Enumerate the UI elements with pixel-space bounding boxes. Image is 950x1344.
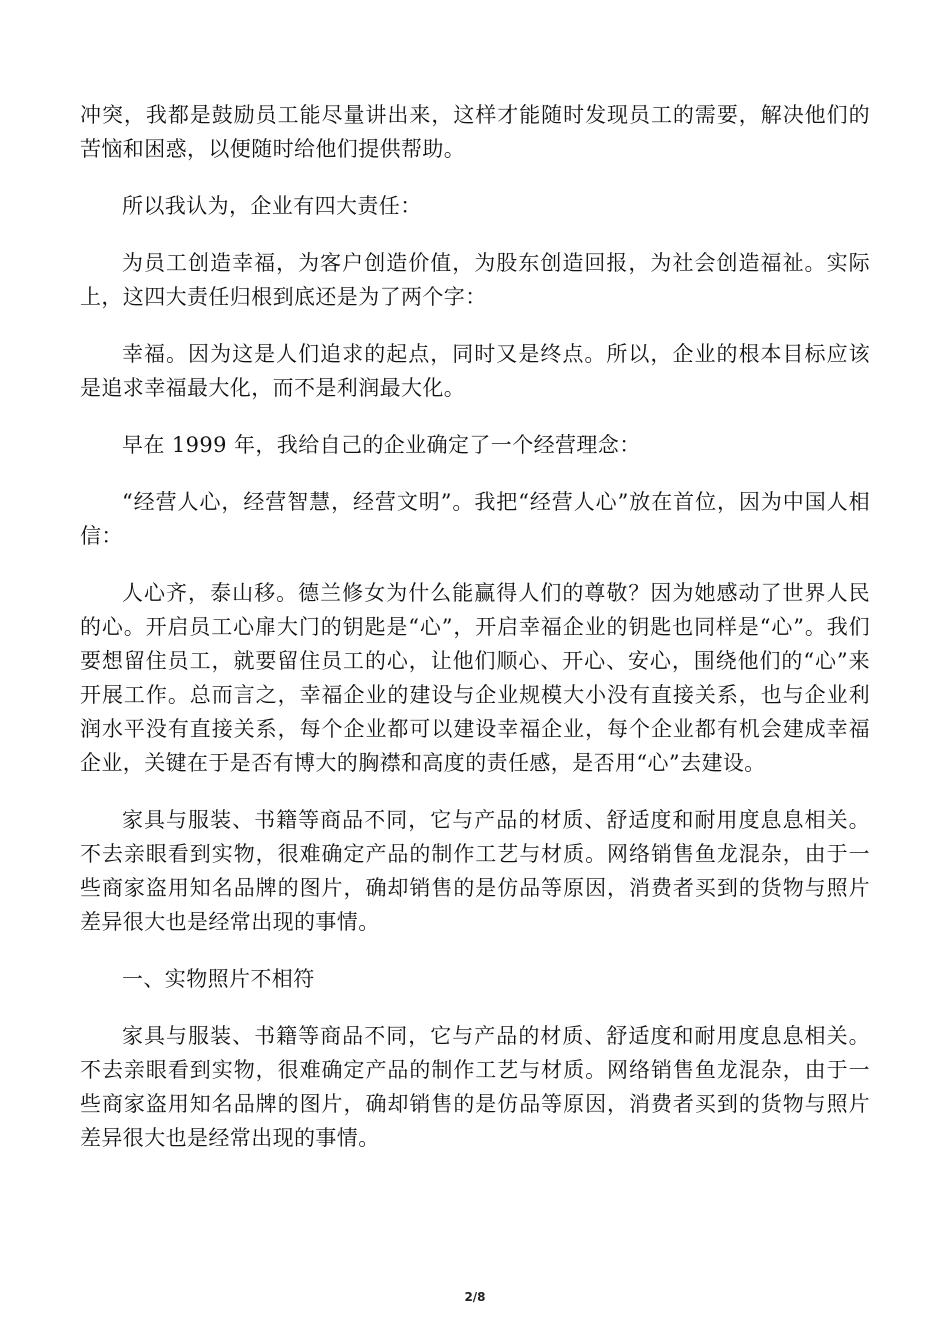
paragraph-happiness: 幸福。因为这是人们追求的起点，同时又是终点。所以，企业的根本目标应该是追求幸福最大化，而不是利润最大化。: [80, 342, 870, 400]
document-body: [80, 98, 870, 1178]
section-heading: 一、实物照片不相符: [122, 967, 315, 991]
paragraph-four-responsibilities-intro: 所以我认为，企业有四大责任：: [122, 194, 422, 218]
paragraph-continuation: 冲突，我都是鼓励员工能尽量讲出来，这样才能随时发现员工的需要，解决他们的苦恼和困惑，以便随时给他们提供帮助。: [80, 103, 870, 161]
paragraph-furniture-2: 家具与服装、书籍等商品不同，它与产品的材质、舒适度和耐用度息息相关。不去亲眼看到实物，很难确定产品的制作工艺与材质。网络销售鱼龙混杂，由于一些商家盗用知名品牌的图片，确却销售的是仿品等原因，消费者买到的货物与照片差异很大也是经常出现的事情。: [80, 1024, 870, 1150]
paragraph-management-motto: “经营人心，经营智慧，经营文明”。我把“经营人心”放在首位，因为中国人相信：: [80, 490, 870, 548]
paragraph-furniture-1: 家具与服装、书籍等商品不同，它与产品的材质、舒适度和耐用度息息相关。不去亲眼看到实物，很难确定产品的制作工艺与材质。网络销售鱼龙混杂，由于一些商家盗用知名品牌的图片，确却销售的是仿品等原因，消费者买到的货物与照片差异很大也是经常出现的事情。: [80, 808, 870, 934]
paragraph-four-responsibilities: 为员工创造幸福，为客户创造价值，为股东创造回报，为社会创造福祉。实际上，这四大责任归根到底还是为了两个字：: [80, 251, 870, 309]
paragraph-1999-philosophy: 早在 1999 年，我给自己的企业确定了一个经营理念：: [122, 433, 641, 457]
page-number: 2/8: [464, 1290, 486, 1304]
paragraph-heart: 人心齐，泰山移。德兰修女为什么能赢得人们的尊敬？因为她感动了世界人民的心。开启员工心扉大门的钥匙是“心”，开启幸福企业的钥匙也同样是“心”。我们要想留住员工，就要留住员工的心，让他们顺心、开心、安心，围绕他们的“心”来开展工作。总而言之，幸福企业的建设与企业规模大小没有直接关系，也与企业利润水平没有直接关系，每个企业都可以建设幸福企业，每个企业都有机会建成幸福企业，关键在于是否有博大的胸襟和高度的责任感，是否用“心”去建设。: [80, 581, 870, 775]
